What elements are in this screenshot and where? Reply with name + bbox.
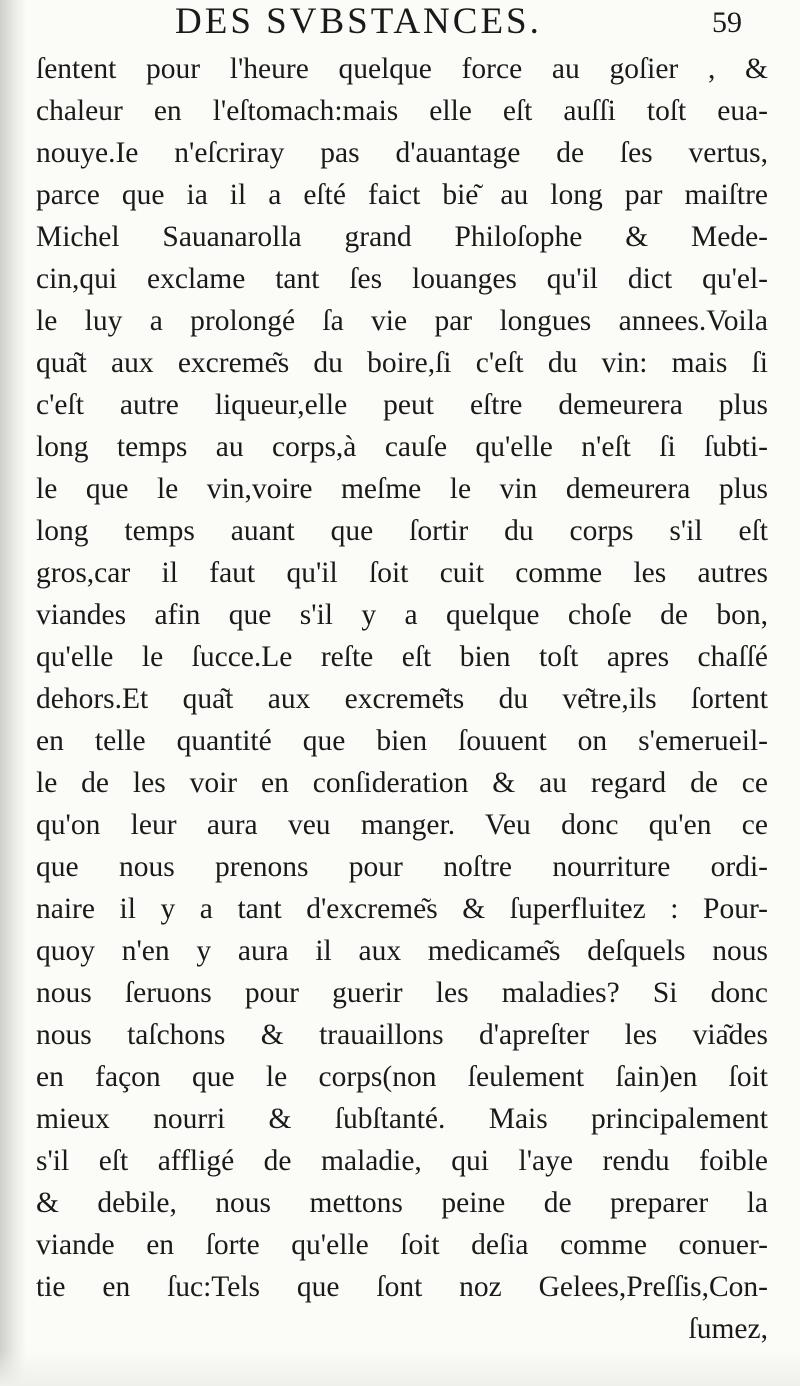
text-line: nous taſchons & trauaillons d'apreſter les via͂des — [36, 1019, 768, 1051]
text-line: long temps au corps,à cauſe qu'elle n'eſt ſi ſubti- — [36, 431, 768, 463]
text-line: le que le vin,voire meſme le vin demeurera plus — [36, 473, 768, 505]
text-line: viande en ſorte qu'elle ſoit deſia comme conuer- — [36, 1229, 768, 1261]
text-line: ſumez, — [688, 1313, 768, 1345]
text-line: nous ſeruons pour guerir les maladies? Si donc — [36, 977, 768, 1009]
text-line: dehors.Et qua͂t aux excreme͂ts du ve͂tre,ils ſortent — [36, 683, 768, 715]
text-line: tie en ſuc:Tels que ſont noz Gelees,Preſſis,Con- — [36, 1271, 768, 1303]
text-line: mieux nourri & ſubſtanté. Mais principalement — [36, 1103, 768, 1135]
text-line: en façon que le corps(non ſeulement ſain)en ſoit — [36, 1061, 768, 1093]
text-line: viandes afin que s'il y a quelque choſe de bon, — [36, 599, 768, 631]
text-line: cin,qui exclame tant ſes louanges qu'il dict qu'el- — [36, 263, 768, 295]
text-line: en telle quantité que bien ſouuent on s'emerueil- — [36, 725, 768, 757]
text-line: nouye.Ie n'eſcriray pas d'auantage de ſes vertus, — [36, 137, 768, 169]
page-header — [0, 2, 800, 42]
text-line: qua͂t aux excreme͂s du boire,ſi c'eſt du vin: mais ſi — [36, 347, 768, 379]
text-line: c'eſt autre liqueur,elle peut eſtre demeurera plus — [36, 389, 768, 421]
text-line: qu'elle le ſucce.Le reſte eſt bien toſt apres chaſſé — [36, 641, 768, 673]
text-line: naire il y a tant d'excreme͂s & ſuperfluitez : Pour- — [36, 893, 768, 925]
text-line: quoy n'en y aura il aux medicame͂s deſquels nous — [36, 935, 768, 967]
text-line: le luy a prolongé ſa vie par longues annees.Voila — [36, 305, 768, 337]
text-line: parce que ia il a eſté faict bie͂ au long par maiſtre — [36, 179, 768, 211]
body-text — [36, 48, 768, 1350]
text-line: gros,car il faut qu'il ſoit cuit comme les autres — [36, 557, 768, 589]
text-line: qu'on leur aura veu manger. Veu donc qu'en ce — [36, 809, 768, 841]
bottom-shadow — [0, 1350, 800, 1386]
text-line: long temps auant que ſortir du corps s'il eſt — [36, 515, 768, 547]
text-line: ſentent pour l'heure quelque force au goſier , & — [36, 53, 768, 85]
text-line: chaleur en l'eſtomach:mais elle eſt auſſi toſt eua- — [36, 95, 768, 127]
text-line: Michel Sauanarolla grand Philoſophe & Mede- — [36, 221, 768, 253]
running-title: DES SVBSTANCES. — [175, 1, 542, 42]
text-line: le de les voir en conſideration & au regard de ce — [36, 767, 768, 799]
text-line: s'il eſt affligé de maladie, qui l'aye rendu foible — [36, 1145, 768, 1177]
gutter-shadow — [0, 0, 26, 1386]
page-number: 59 — [712, 6, 742, 39]
text-line: que nous prenons pour noſtre nourriture ordi- — [36, 851, 768, 883]
text-line: & debile, nous mettons peine de preparer la — [36, 1187, 768, 1219]
